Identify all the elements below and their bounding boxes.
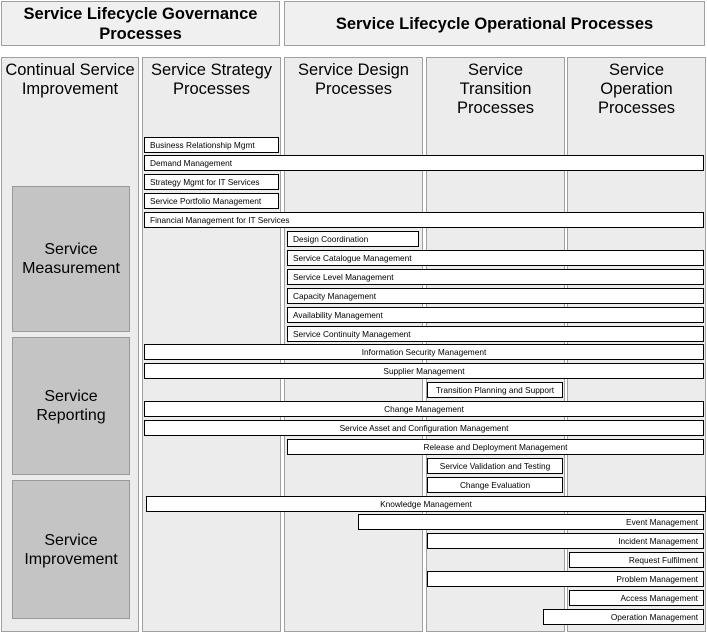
- process-operation-management: Operation Management: [543, 609, 704, 625]
- governance-header: Service Lifecycle Governance Processes: [1, 1, 280, 46]
- process-event-management: Event Management: [358, 514, 704, 530]
- process-strategy-mgmt: Strategy Mgmt for IT Services: [144, 174, 279, 190]
- process-request-fulfilment: Request Fulfilment: [569, 552, 704, 568]
- process-financial-management: Financial Management for IT Services: [144, 212, 704, 228]
- process-capacity-management: Capacity Management: [287, 288, 704, 304]
- process-incident-management: Incident Management: [427, 533, 704, 549]
- process-service-portfolio-management: Service Portfolio Management: [144, 193, 279, 209]
- process-information-security-management: Information Security Management: [144, 344, 704, 360]
- process-service-validation-and-testing: Service Validation and Testing: [427, 458, 563, 474]
- transition-column-title: Service Transition Processes: [456, 61, 535, 117]
- process-change-evaluation: Change Evaluation: [427, 477, 563, 493]
- process-supplier-management: Supplier Management: [144, 363, 704, 379]
- process-service-asset-and-configuration-management: Service Asset and Configuration Management: [144, 420, 704, 436]
- process-service-catalogue-management: Service Catalogue Management: [287, 250, 704, 266]
- process-business-relationship-mgmt: Business Relationship Mgmt: [144, 137, 279, 153]
- process-transition-planning-and-support: Transition Planning and Support: [427, 382, 563, 398]
- process-release-and-deployment-management: Release and Deployment Management: [287, 439, 704, 455]
- process-knowledge-management: Knowledge Management: [146, 496, 706, 512]
- operation-column-title: Service Operation Processes: [597, 61, 676, 117]
- csi-column-title: Continual Service Improvement: [5, 61, 135, 98]
- service-measurement-box: Service Measurement: [12, 186, 130, 332]
- operational-header: Service Lifecycle Operational Processes: [284, 1, 705, 46]
- process-demand-management: Demand Management: [144, 155, 704, 171]
- process-problem-management: Problem Management: [427, 571, 704, 587]
- process-service-continuity-management: Service Continuity Management: [287, 326, 704, 342]
- process-design-coordination: Design Coordination: [287, 231, 419, 247]
- service-improvement-box: Service Improvement: [12, 480, 130, 619]
- process-change-management: Change Management: [144, 401, 704, 417]
- process-availability-management: Availability Management: [287, 307, 704, 323]
- design-column-title: Service Design Processes: [298, 61, 409, 98]
- process-access-management: Access Management: [569, 590, 704, 606]
- service-reporting-box: Service Reporting: [12, 337, 130, 475]
- strategy-column-title: Service Strategy Processes: [150, 61, 273, 98]
- process-service-level-management: Service Level Management: [287, 269, 704, 285]
